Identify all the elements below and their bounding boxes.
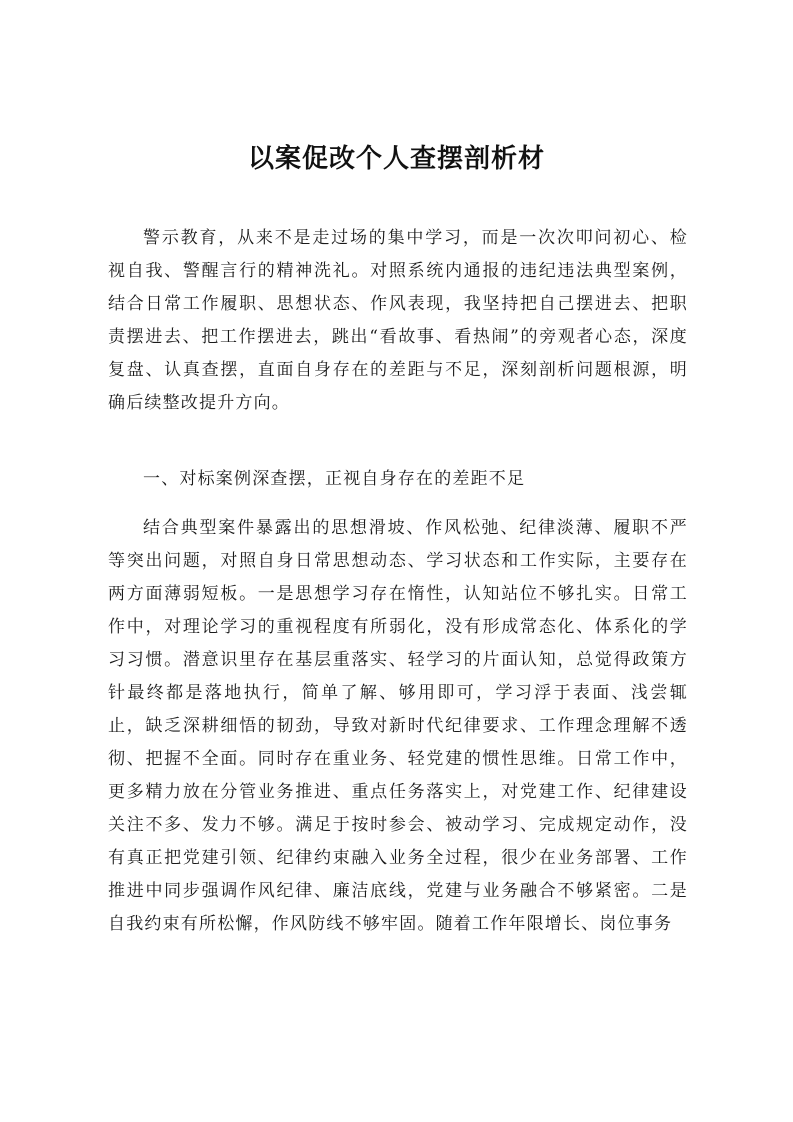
document-title: 以案促改个人查摆剖析材 bbox=[247, 144, 545, 174]
section-heading: 一、对标案例深查摆，正视自身存在的差距不足 bbox=[143, 469, 526, 489]
intro-paragraph: 警示教育，从来不是走过场的集中学习，而是一次次叩问初心、检视自我、警醒言行的精神洗礼。对照系统内通报的违纪违法典型案例，结合日常工作履职、思想状态、作风表现，我坚持把自己摆进去、把职责摆进去、把工作摆进去，跳出“看故事、看热闹”的旁观者心态，深度复盘、认真查摆，直面自身存在的差距与不足，深刻剖析问题根源，明确后续整改提升方向。 bbox=[108, 228, 688, 413]
body-paragraph: 结合典型案件暴露出的思想滑坡、作风松弛、纪律淡薄、履职不严等突出问题，对照自身日常思想动态、学习状态和工作实际，主要存在两方面薄弱短板。一是思想学习存在惰性，认知站位不够扎实。日常工作中，对理论学习的重视程度有所弱化，没有形成常态化、体系化的学习习惯。潜意识里存在基层重落实、轻学习的片面认知，总觉得政策方针最终都是落地执行，简单了解、够用即可，学习浮于表面、浅尝辄止，缺乏深耕细悟的韧劲，导致对新时代纪律要求、工作理念理解不透彻、把握不全面。同时存在重业务、轻党建的惯性思维。日常工作中，更多精力放在分管业务推进、重点任务落实上，对党建工作、纪律建设关注不多、发力不够。满足于按时参会、被动学习、完成规定动作，没有真正把党建引领、纪律约束融入业务全过程，很少在业务部署、工作推进中同步强调作风纪律、廉洁底线，党建与业务融合不够紧密。二是自我约束有所松懈，作风防线不够牢固。随着工作年限增长、岗位事务 bbox=[108, 518, 688, 934]
